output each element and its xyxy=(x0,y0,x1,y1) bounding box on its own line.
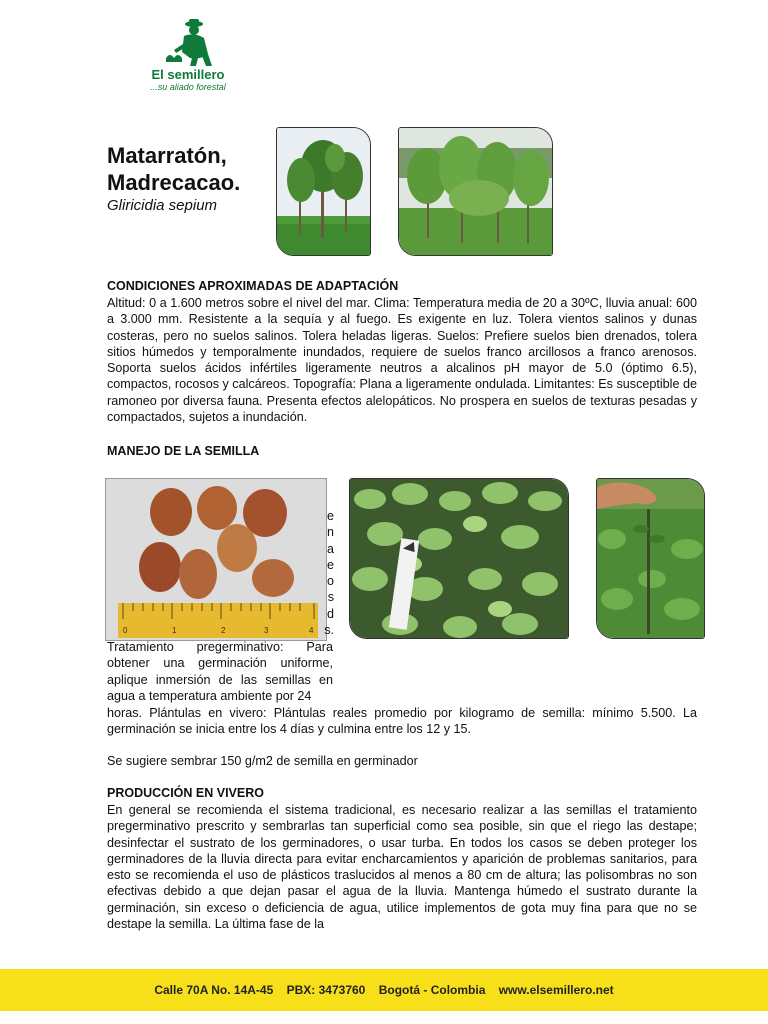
conditions-text: Altitud: 0 a 1.600 metros sobre el nivel del mar. Clima: Temperatura media de 20 a 30ºC, lluvia anual: 600 a 3.000 mm. Resistente a la sequía y al fuego. Es exigente en luz. Tolera vientos salinos y dunas costeras, pero no suelos salinos. Tolera heladas ligeras. Suelos: Prefiere suelos bien drenados, tolera sitios húmedos y temporalmente inundados, requiere de suelos franco arcillosos a franco arenosos. Soporta suelos ácidos infértiles ligeramente neutros a alcalinos pH mayor de 5.0 (óptimo 6.5), compactos, rocosos y calcáreos. Topografía: Plana a ligeramente ondulada. Limitantes: Es susceptible de ramoneo por diversa fauna. Presenta efectos alelopáticos. No prospera en suelos de texturas pesadas y compactados, sujetos a inundación. xyxy=(107,296,697,425)
footer-phone: PBX: 3473760 xyxy=(286,983,366,997)
brand-logo xyxy=(138,14,238,94)
nursery-text: En general se recomienda el sistema tradicional, es necesario realizar a las semillas el tratamiento pregerminativo prescrito y sembrarlas tan superficial como sea posible, sin que el riego las destape; desinfectar el sustrato de los germinadores, o usar turba. En todos los casos se deben proteger los germinadores de la lluvia directa para evitar encharcamientos y aparición de problemas sanitarios, para esto se recomienda el uso de plásticos traslucidos al menos a 80 cm de altura; las polisombras no son efectivas debido a que dejan pasar el agua de la lluvia. Mantenga húmedo el sustrato durante la germinación, sin exceso o deficiencia de agua, utilice implementos de gota muy fina para que no se destape la semilla. La última fase de la xyxy=(107,803,697,932)
nursery-heading: PRODUCCIÓN EN VIVERO xyxy=(107,786,264,800)
conditions-heading: CONDICIONES APROXIMADAS DE ADAPTACIÓN xyxy=(107,279,399,293)
line-ending: d xyxy=(327,606,334,621)
footer-website: www.elsemillero.net xyxy=(498,983,614,997)
footer-bar xyxy=(0,969,768,1011)
common-name-line-1: Matarratón, xyxy=(107,143,227,168)
line-ending: s. xyxy=(324,623,334,638)
footer-contact xyxy=(0,969,768,1011)
pretreatment-text: Tratamiento pregerminativo: Para obtener una germinación uniforme, aplique inmersión de las semillas en agua a temperatura ambiente por 24 xyxy=(107,640,333,703)
plantlets-text: horas. Plántulas en vivero: Plántulas reales promedio por kilogramo de semilla: mínimo 5.500. La germinación se inicia entre los 4 días y culmina entre los 12 y 15. xyxy=(107,706,697,737)
ruler-label-0: 0 xyxy=(123,626,128,635)
ruler-label-3: 3 xyxy=(264,626,269,635)
ruler-label-4: 4 xyxy=(309,626,314,635)
page-title xyxy=(107,142,277,196)
scientific-name: Gliricidia sepium xyxy=(107,197,218,214)
plant-hand-photo xyxy=(596,478,705,639)
line-ending: e xyxy=(327,509,334,523)
line-ending: n xyxy=(327,525,334,540)
farmer-logo-icon xyxy=(156,14,220,66)
tree-photo-2 xyxy=(398,127,553,256)
seedlings-photo xyxy=(349,478,569,639)
seed-heading: MANEJO DE LA SEMILLA xyxy=(107,444,260,458)
common-name-line-2: Madrecacao. xyxy=(107,170,241,195)
tree-photo-1 xyxy=(276,127,371,256)
line-ending: a xyxy=(327,541,334,556)
brand-tagline: ...su aliado forestal xyxy=(150,82,226,92)
ruler-label-2: 2 xyxy=(221,626,226,635)
line-ending: s xyxy=(327,590,334,605)
ruler-label-1: 1 xyxy=(172,626,177,635)
footer-city: Bogotá - Colombia xyxy=(378,983,486,997)
line-ending: e xyxy=(327,557,334,572)
occluded-line-endings xyxy=(322,508,334,638)
line-ending: o xyxy=(327,574,334,589)
sowing-suggestion: Se sugiere sembrar 150 g/m2 de semilla en germinador xyxy=(107,754,418,768)
brand-name: El semillero xyxy=(151,67,225,82)
seeds-photo xyxy=(105,478,327,641)
footer-address: Calle 70A No. 14A-45 xyxy=(154,983,274,997)
